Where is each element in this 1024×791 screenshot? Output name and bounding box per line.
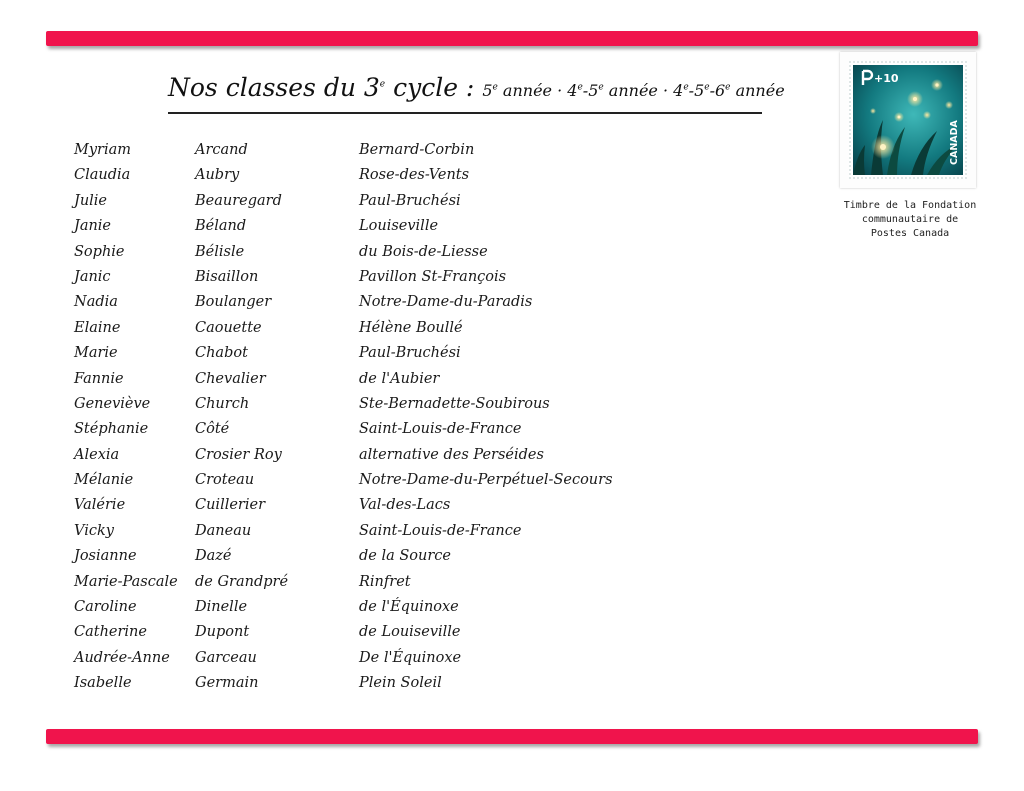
grade-3b: -5 [688, 81, 705, 100]
grade-2a: 4 [567, 81, 578, 100]
teacher-last-name: Caouette [195, 319, 262, 336]
teacher-first-name: Marie-Pascale [74, 573, 178, 590]
teacher-school: Notre-Dame-du-Perpétuel-Secours [359, 472, 613, 489]
teacher-school: Saint-Louis-de-France [359, 522, 522, 539]
teacher-last-name: Dinelle [195, 599, 248, 616]
teacher-first-name: Elaine [74, 319, 121, 336]
teacher-first-name: Vicky [74, 522, 114, 539]
teacher-first-name: Janic [74, 268, 111, 285]
teacher-first-name: Mélanie [74, 472, 134, 489]
grade-1-sup: e [492, 82, 498, 93]
stamp-denomination: +10 [874, 72, 899, 85]
stamp-caption-line-2: communautaire de [861, 214, 959, 225]
title-superscript: e [379, 79, 386, 90]
grade-3a-sup: e [683, 82, 689, 93]
teacher-last-name: Aubry [195, 167, 240, 184]
teacher-last-name: Daneau [195, 522, 252, 539]
teacher-school: Rose-des-Vents [359, 167, 470, 184]
teacher-school: de la Source [359, 548, 451, 565]
teacher-school: Rinfret [359, 573, 411, 590]
teacher-first-name: Geneviève [74, 395, 151, 412]
grade-1: 5 [482, 81, 493, 100]
grade-3c: -6 [709, 81, 726, 100]
teacher-school: Bernard-Corbin [359, 142, 475, 158]
teacher-school: de l'Équinoxe [359, 599, 459, 616]
stamp-caption-line-1: Timbre de la Fondation [843, 200, 977, 211]
teacher-school: alternative des Perséides [359, 446, 544, 463]
teacher-first-name: Valérie [74, 497, 126, 514]
teacher-last-name: de Grandpré [195, 573, 289, 590]
teacher-last-name: Bisaillon [195, 268, 259, 285]
teacher-school: du Bois-de-Liesse [359, 243, 488, 260]
title-main-text: Nos classes du 3 [168, 73, 380, 102]
bottom-accent-bar [46, 729, 978, 744]
teacher-last-name: Church [195, 395, 250, 412]
teacher-school: Hélène Boullé [359, 319, 463, 336]
teacher-school: Paul-Bruchési [359, 345, 461, 362]
teacher-first-name: Stéphanie [74, 421, 149, 438]
teacher-last-name: Germain [195, 675, 259, 692]
teacher-last-name: Boulanger [195, 294, 272, 311]
teacher-first-name: Claudia [74, 167, 131, 184]
teacher-school: Paul-Bruchési [359, 192, 461, 209]
title-main-tail: cycle : [385, 73, 483, 102]
teacher-first-name: Janie [74, 218, 112, 235]
teacher-first-name: Isabelle [74, 675, 132, 692]
title-main [168, 73, 482, 102]
grade-1-tail: année · [497, 81, 568, 100]
teacher-last-name: Arcand [195, 142, 248, 158]
teacher-last-name: Dazé [195, 548, 232, 565]
teacher-first-name: Sophie [74, 243, 125, 260]
grade-2b: -5 [582, 81, 599, 100]
grade-3b-sup: e [704, 82, 710, 93]
title-underline [168, 112, 762, 114]
grade-2-tail: année · [603, 81, 674, 100]
grade-2b-sup: e [598, 82, 604, 93]
teacher-school: Notre-Dame-du-Paradis [359, 294, 533, 311]
teacher-last-name: Beauregard [195, 192, 282, 209]
teacher-school: Val-des-Lacs [359, 497, 451, 514]
teacher-first-name: Marie [74, 345, 118, 362]
stamp-frame [840, 52, 976, 188]
teacher-last-name: Chevalier [195, 370, 266, 387]
teacher-school: Ste-Bernadette-Soubirous [359, 395, 550, 412]
grade-3-tail: année [730, 81, 785, 100]
teacher-first-name: Josianne [74, 548, 137, 565]
postage-stamp [849, 61, 967, 179]
top-accent-bar [46, 31, 978, 46]
teacher-school: Saint-Louis-de-France [359, 421, 522, 438]
teacher-first-name: Catherine [74, 624, 147, 641]
teacher-last-name: Dupont [195, 624, 250, 641]
teacher-first-name: Audrée-Anne [74, 649, 170, 666]
stamp-artwork-icon [853, 65, 963, 175]
stamp-caption [830, 199, 990, 241]
teacher-last-name: Béland [195, 218, 247, 235]
teacher-last-name: Côté [195, 421, 230, 438]
page-title [168, 66, 785, 110]
title-grades [482, 81, 784, 100]
teacher-last-name: Garceau [195, 649, 257, 666]
teacher-last-name: Crosier Roy [195, 446, 282, 463]
teacher-first-name: Alexia [74, 446, 120, 463]
grade-2a-sup: e [577, 82, 583, 93]
stamp-caption-line-3: Postes Canada [870, 228, 950, 239]
teacher-first-name: Caroline [74, 599, 137, 616]
teacher-school: Pavillon St-François [359, 268, 507, 285]
teacher-last-name: Croteau [195, 472, 255, 489]
teacher-school: de l'Aubier [359, 370, 440, 387]
teacher-last-name: Bélisle [195, 243, 245, 260]
teacher-school: de Louiseville [359, 624, 461, 641]
teacher-last-name: Chabot [195, 345, 248, 362]
grade-3c-sup: e [725, 82, 731, 93]
teacher-school: Louiseville [359, 218, 439, 235]
teacher-school: De l'Équinoxe [359, 649, 462, 666]
teacher-first-name: Nadia [74, 294, 118, 311]
teacher-school: Plein Soleil [359, 675, 442, 692]
teacher-first-name: Myriam [74, 142, 132, 158]
teacher-first-name: Fannie [74, 370, 124, 387]
grade-3a: 4 [673, 81, 684, 100]
stamp-country: CANADA [949, 120, 960, 165]
teacher-last-name: Cuillerier [195, 497, 266, 514]
teacher-first-name: Julie [74, 192, 108, 209]
